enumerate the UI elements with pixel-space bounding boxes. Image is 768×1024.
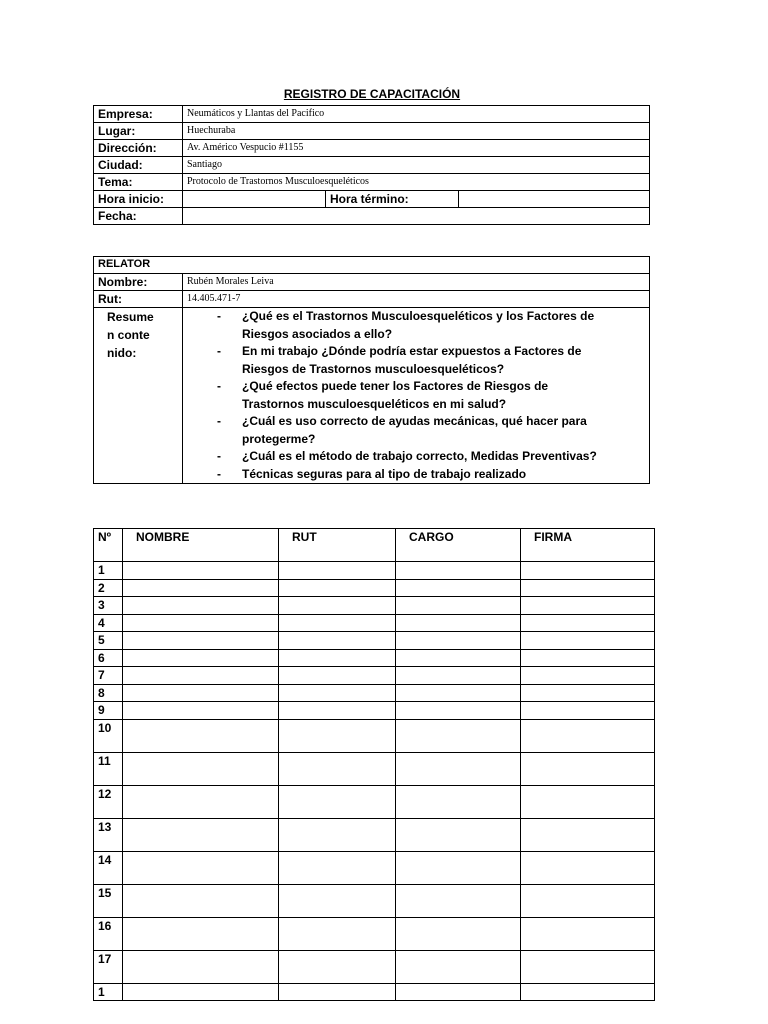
relator-rut-value: 14.405.471-7	[183, 291, 650, 308]
cell-rut[interactable]	[279, 702, 396, 720]
cell-cargo[interactable]	[396, 614, 521, 632]
cell-firma[interactable]	[521, 785, 655, 818]
cell-firma[interactable]	[521, 884, 655, 917]
cell-cargo[interactable]	[396, 684, 521, 702]
row-number: 3	[94, 597, 123, 615]
resumen-item: - ¿Qué efectos puede tener los Factores de Riesgos de Trastornos musculoesqueléticos en mi salud?	[217, 378, 602, 413]
hora-termino-label: Hora término:	[326, 191, 459, 208]
row-number: 7	[94, 667, 123, 685]
table-row	[94, 785, 655, 818]
cell-rut[interactable]	[279, 851, 396, 884]
cell-rut[interactable]	[279, 579, 396, 597]
direccion-label: Dirección:	[94, 140, 183, 157]
cell-nombre[interactable]	[123, 752, 279, 785]
cell-nombre[interactable]	[123, 614, 279, 632]
cell-firma[interactable]	[521, 752, 655, 785]
hora-inicio-label: Hora inicio:	[94, 191, 183, 208]
row-number: 10	[94, 719, 123, 752]
table-row	[94, 818, 655, 851]
col-header-rut: RUT	[279, 529, 396, 562]
cell-rut[interactable]	[279, 785, 396, 818]
table-row	[94, 562, 655, 580]
row-number: 12	[94, 785, 123, 818]
cell-rut[interactable]	[279, 632, 396, 650]
empresa-value: Neumáticos y Llantas del Pacifico	[183, 106, 650, 123]
cell-cargo[interactable]	[396, 562, 521, 580]
row-number: 1	[94, 983, 123, 1001]
cell-nombre[interactable]	[123, 818, 279, 851]
cell-rut[interactable]	[279, 597, 396, 615]
cell-rut[interactable]	[279, 562, 396, 580]
table-row	[94, 579, 655, 597]
table-row	[94, 597, 655, 615]
cell-rut[interactable]	[279, 649, 396, 667]
cell-cargo[interactable]	[396, 752, 521, 785]
cell-cargo[interactable]	[396, 667, 521, 685]
cell-rut[interactable]	[279, 719, 396, 752]
lugar-label: Lugar:	[94, 123, 183, 140]
cell-rut[interactable]	[279, 884, 396, 917]
table-row	[94, 667, 655, 685]
cell-cargo[interactable]	[396, 818, 521, 851]
cell-firma[interactable]	[521, 702, 655, 720]
cell-cargo[interactable]	[396, 632, 521, 650]
tema-label: Tema:	[94, 174, 183, 191]
cell-cargo[interactable]	[396, 884, 521, 917]
cell-nombre[interactable]	[123, 983, 279, 1001]
cell-nombre[interactable]	[123, 649, 279, 667]
cell-cargo[interactable]	[396, 785, 521, 818]
cell-nombre[interactable]	[123, 950, 279, 983]
cell-rut[interactable]	[279, 983, 396, 1001]
table-row	[94, 917, 655, 950]
cell-cargo[interactable]	[396, 719, 521, 752]
relator-table	[93, 256, 650, 484]
table-row	[94, 983, 655, 1001]
cell-cargo[interactable]	[396, 950, 521, 983]
row-number: 13	[94, 818, 123, 851]
tema-value: Protocolo de Trastornos Musculoesqueléticos	[183, 174, 650, 191]
relator-rut-label: Rut:	[94, 291, 183, 308]
direccion-value: Av. Américo Vespucio #1155	[183, 140, 650, 157]
hora-inicio-value	[183, 191, 326, 208]
cell-firma[interactable]	[521, 649, 655, 667]
col-header-firma: FIRMA	[521, 529, 655, 562]
cell-nombre[interactable]	[123, 684, 279, 702]
resumen-label: Resumen contenido:	[107, 310, 154, 360]
table-row	[94, 702, 655, 720]
cell-firma[interactable]	[521, 719, 655, 752]
cell-cargo[interactable]	[396, 579, 521, 597]
cell-rut[interactable]	[279, 684, 396, 702]
resumen-item: - ¿Qué es el Trastornos Musculoesqueléticos y los Factores de Riesgos asociados a ello?	[217, 308, 602, 343]
cell-firma[interactable]	[521, 579, 655, 597]
cell-firma[interactable]	[521, 983, 655, 1001]
cell-firma[interactable]	[521, 632, 655, 650]
cell-firma[interactable]	[521, 851, 655, 884]
resumen-item: - ¿Cuál es el método de trabajo correcto, Medidas Preventivas?	[217, 448, 602, 466]
cell-rut[interactable]	[279, 667, 396, 685]
resumen-content	[183, 308, 650, 484]
lugar-value: Huechuraba	[183, 123, 650, 140]
empresa-label: Empresa:	[94, 106, 183, 123]
row-number: 8	[94, 684, 123, 702]
ciudad-label: Ciudad:	[94, 157, 183, 174]
cell-rut[interactable]	[279, 752, 396, 785]
page-title: REGISTRO DE CAPACITACIÓN	[283, 87, 461, 101]
row-number: 15	[94, 884, 123, 917]
cell-firma[interactable]	[521, 667, 655, 685]
ciudad-value: Santiago	[183, 157, 650, 174]
table-row	[94, 884, 655, 917]
table-row	[94, 950, 655, 983]
resumen-item: - En mi trabajo ¿Dónde podría estar expuestos a Factores de Riesgos de Trastornos musculoesqueléticos?	[217, 343, 602, 378]
col-header-cargo: CARGO	[396, 529, 521, 562]
table-row	[94, 719, 655, 752]
relator-nombre-label: Nombre:	[94, 274, 183, 291]
row-number: 6	[94, 649, 123, 667]
fecha-label: Fecha:	[94, 208, 183, 225]
cell-firma[interactable]	[521, 684, 655, 702]
row-number: 9	[94, 702, 123, 720]
cell-firma[interactable]	[521, 917, 655, 950]
cell-nombre[interactable]	[123, 785, 279, 818]
cell-nombre[interactable]	[123, 851, 279, 884]
fecha-value	[183, 208, 650, 225]
col-header-nombre: NOMBRE	[123, 529, 279, 562]
cell-cargo[interactable]	[396, 983, 521, 1001]
resumen-label-cell	[94, 308, 183, 484]
cell-rut[interactable]	[279, 818, 396, 851]
attendance-header-row	[94, 529, 655, 562]
table-row	[94, 851, 655, 884]
row-number: 4	[94, 614, 123, 632]
table-row	[94, 614, 655, 632]
cell-nombre[interactable]	[123, 719, 279, 752]
cell-nombre[interactable]	[123, 884, 279, 917]
table-row	[94, 632, 655, 650]
cell-nombre[interactable]	[123, 702, 279, 720]
table-row	[94, 684, 655, 702]
cell-nombre[interactable]	[123, 562, 279, 580]
attendance-table	[93, 528, 655, 1001]
cell-rut[interactable]	[279, 917, 396, 950]
info-table	[93, 105, 650, 225]
cell-firma[interactable]	[521, 950, 655, 983]
cell-cargo[interactable]	[396, 702, 521, 720]
row-number: 14	[94, 851, 123, 884]
cell-rut[interactable]	[279, 614, 396, 632]
row-number: 2	[94, 579, 123, 597]
row-number: 16	[94, 917, 123, 950]
cell-cargo[interactable]	[396, 917, 521, 950]
cell-firma[interactable]	[521, 562, 655, 580]
table-row	[94, 649, 655, 667]
cell-firma[interactable]	[521, 597, 655, 615]
resumen-list	[183, 308, 649, 483]
cell-nombre[interactable]	[123, 597, 279, 615]
cell-cargo[interactable]	[396, 597, 521, 615]
cell-nombre[interactable]	[123, 917, 279, 950]
resumen-item: - ¿Cuál es uso correcto de ayudas mecánicas, qué hacer para protegerme?	[217, 413, 602, 448]
row-number: 17	[94, 950, 123, 983]
cell-nombre[interactable]	[123, 579, 279, 597]
hora-termino-value	[459, 191, 650, 208]
cell-nombre[interactable]	[123, 632, 279, 650]
cell-nombre[interactable]	[123, 667, 279, 685]
row-number: 5	[94, 632, 123, 650]
row-number: 1	[94, 562, 123, 580]
col-header-num: Nº	[94, 529, 123, 562]
row-number: 11	[94, 752, 123, 785]
table-row	[94, 752, 655, 785]
cell-cargo[interactable]	[396, 851, 521, 884]
cell-firma[interactable]	[521, 614, 655, 632]
cell-firma[interactable]	[521, 818, 655, 851]
resumen-item: - Técnicas seguras para al tipo de trabajo realizado	[217, 466, 602, 484]
cell-cargo[interactable]	[396, 649, 521, 667]
relator-nombre-value: Rubén Morales Leiva	[183, 274, 650, 291]
cell-rut[interactable]	[279, 950, 396, 983]
relator-header: RELATOR	[94, 257, 650, 274]
